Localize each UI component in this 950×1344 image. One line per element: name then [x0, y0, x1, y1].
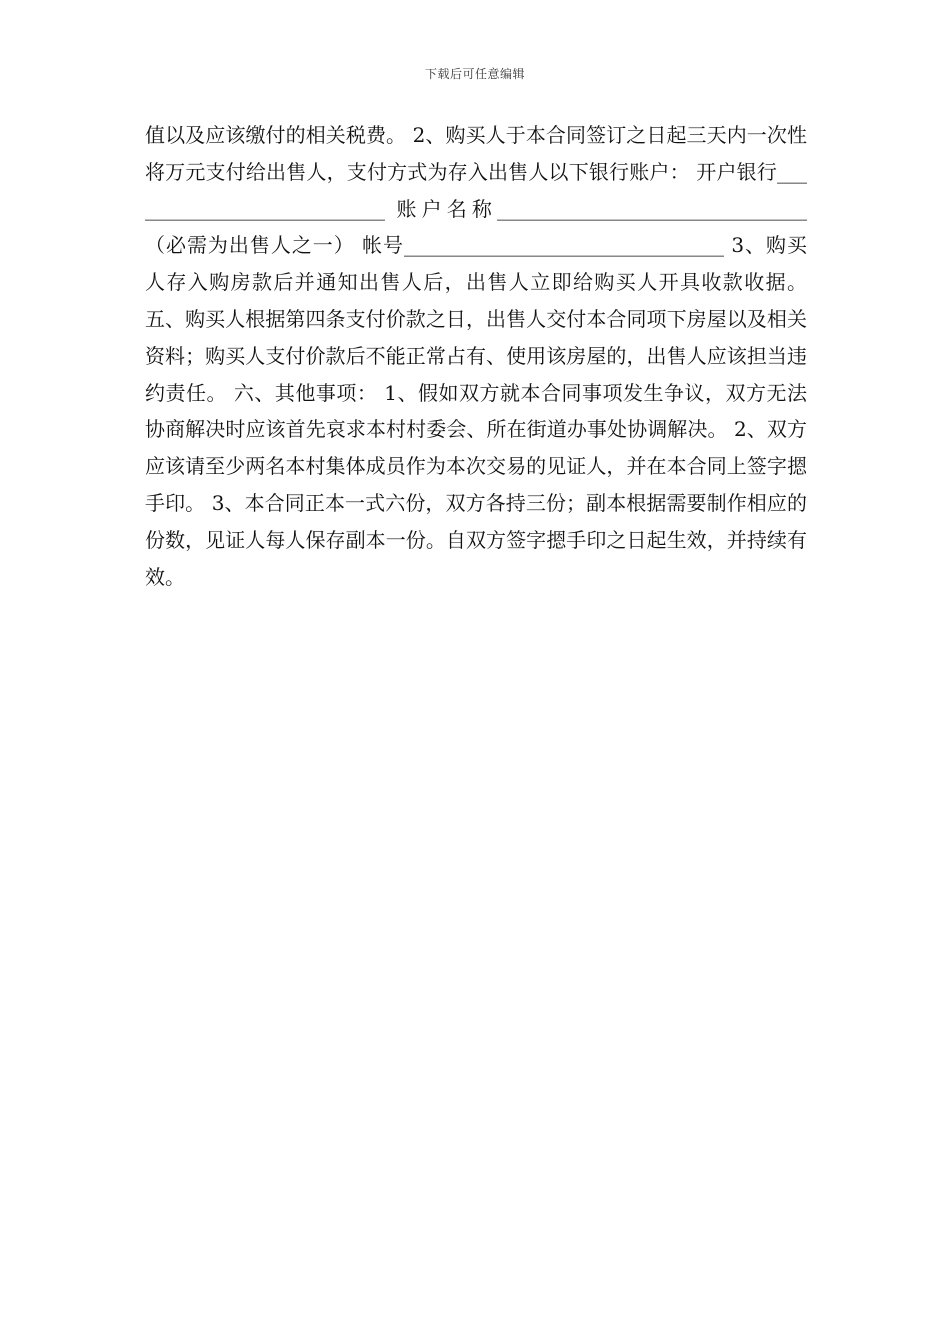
page-header-note: 下载后可任意编辑 — [424, 67, 525, 81]
contract-body-paragraph: 值以及应该缴付的相关税费。 2、购买人于本合同签订之日起三天内一次性将万元支付给出售人，支付方式为存入出售人以下银行账户： 开户银行___________________________ 账户名称_______________________________（必需为出售人之一） 帐号________________________________ 3、购买人存入购房款后并通知出售人后，出售人立即给购买人开具收款收据。 五、购买人根据第四条支付价款之日，出售人交付本合同项下房屋以及相关资料；购买人支付价款后不能正常占有、使用该房屋的，出售人应该担当违约责任。 六、其他事项： 1、假如双方就本合同事项发生争议，双方无法协商解决时应该首先哀求本村村委会、所在街道办事处协调解决。 2、双方应该请至少两名本村集体成员作为本次交易的见证人，并在本合同上签字摁手印。 3、本合同正本一式六份，双方各持三份；副本根据需要制作相应的份数，见证人每人保存副本一份。自双方签字摁手印之日起生效，并持续有效。 — [145, 123, 807, 589]
